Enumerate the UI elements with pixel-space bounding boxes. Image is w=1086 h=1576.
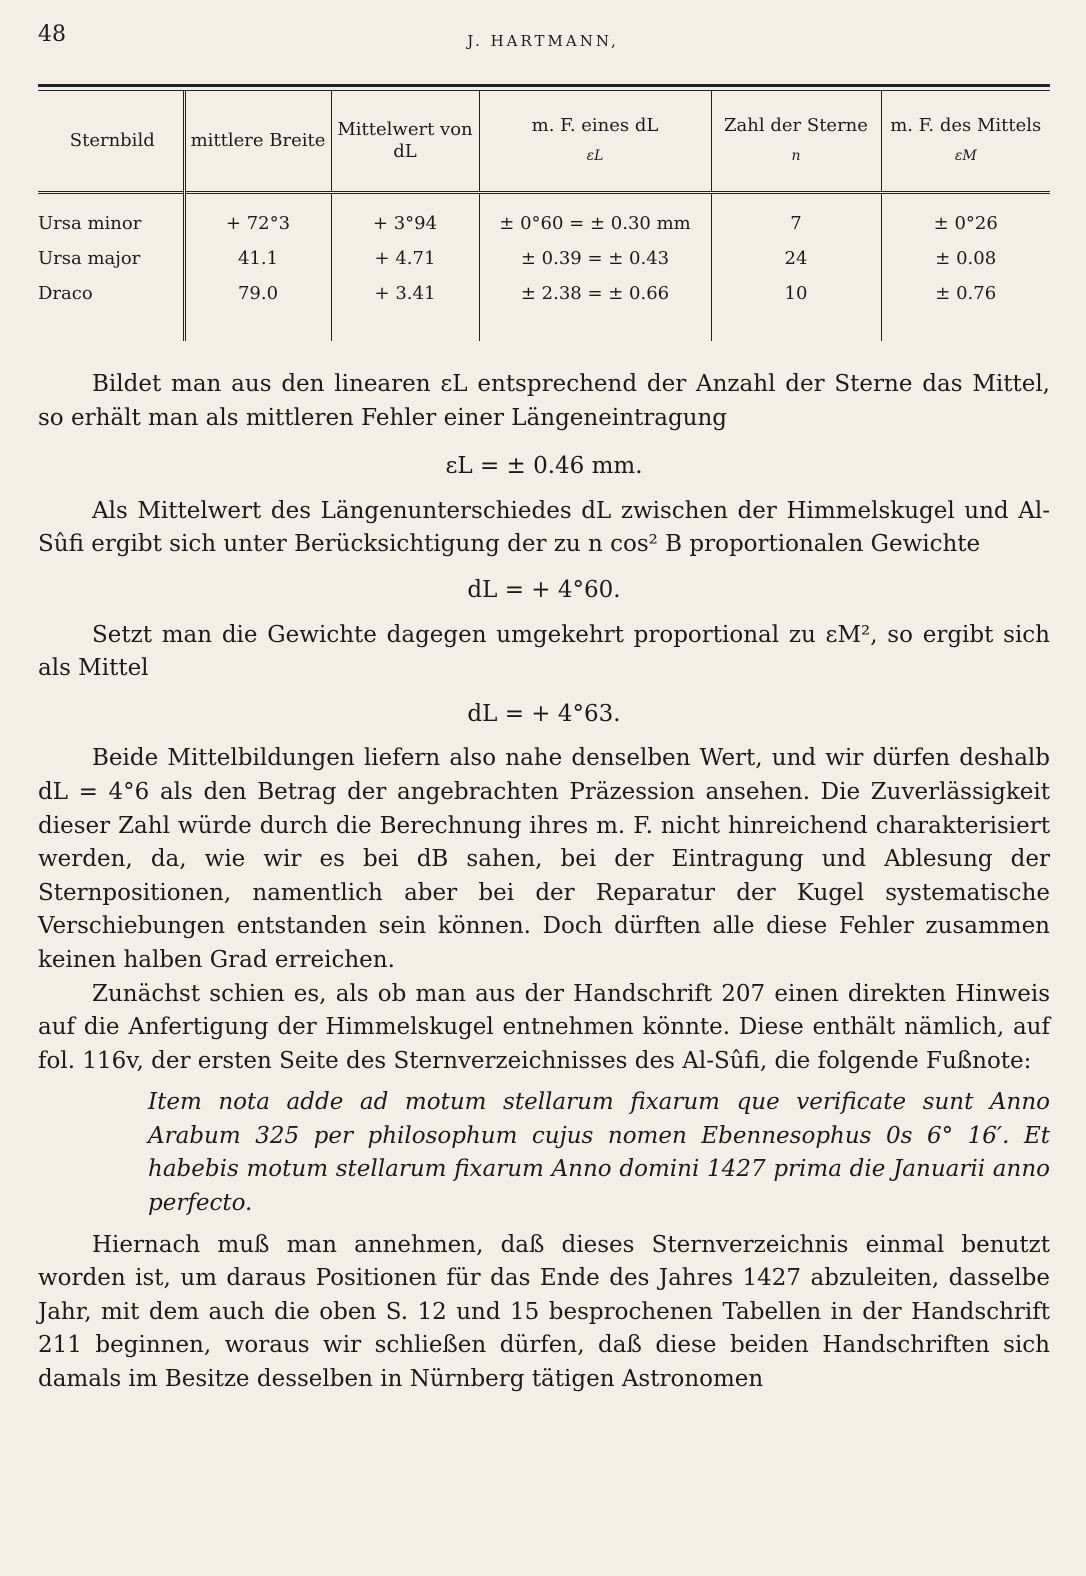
latin-quote: Item nota adde ad motum stellarum fixarum que verificate sunt Anno Arabum 325 per philosophum cujus nomen Ebennesophus 0s 6° 16′. Et habebis motum stellarum fixarum Anno domini 1427 prima die Januarii anno perfecto. [148,1089,1050,1217]
table-cell: + 4.71 [331,241,479,276]
table-cell: + 72°3 [184,194,331,241]
col-header-sternbild: Sternbild [69,130,155,151]
table-cell: Ursa major [38,248,141,269]
data-table [38,84,1050,341]
table-cell: ± 0.39 = ± 0.43 [479,241,711,276]
formula: dL = + 4°63. [467,700,621,727]
table-rule-top [38,84,1050,87]
table-cell: 10 [711,276,881,341]
table-header-row [38,91,1050,193]
paragraph: Hiernach muß man annehmen, daß dieses Sternverzeichnis einmal benutzt worden ist, um daraus Positionen für das Ende des Jahres 1427 abzuleiten, dasselbe Jahr, mit dem auch die oben S. 12 und 15 besprochenen Tabellen in der Handschrift 211 beginnen, woraus wir schließen dürfen, daß diese beiden Handschriften sich damals im Besitze desselben in Nürnberg tätigen Astronomen [38,1231,1050,1393]
page-number: 48 [38,22,66,47]
table-cell: ± 0°60 = ± 0.30 mm [479,194,711,241]
col-header-mittelwert: Mittelwert von dL [331,91,479,193]
col-header-zahl: Zahl der Sterne n [711,91,881,193]
table-cell: 7 [711,194,881,241]
paragraph: Setzt man die Gewichte dagegen umgekehrt proportional zu εM², so ergibt sich als Mittel [38,621,1050,682]
table-cell: 79.0 [184,276,331,341]
table-cell: Draco [38,283,93,304]
table-cell: ± 0.08 [881,241,1050,276]
table-row [38,276,1050,341]
table-cell: + 3°94 [331,194,479,241]
table-cell: ± 0.76 [881,276,1050,341]
table-cell: ± 2.38 = ± 0.66 [479,276,711,341]
formula: εL = ± 0.46 mm. [445,453,643,480]
col-header-breite: mittlere Breite [184,91,331,193]
running-head: J. HARTMANN, [467,32,619,50]
table-cell: Ursa minor [38,213,142,234]
table-cell: ± 0°26 [881,194,1050,241]
paragraph: Bildet man aus den linearen εL entsprechend der Anzahl der Sterne das Mittel, so erhält man als mittleren Fehler einer Längeneintragung [38,371,1050,431]
paragraph: Als Mittelwert des Längenunterschiedes dL zwischen der Himmelskugel und Al-Sûfi ergibt sich unter Berücksichtigung der zu n cos² B proportionalen Gewichte [38,497,1050,558]
col-header-mf-mittels: m. F. des Mittels εM [881,91,1050,193]
paragraph: Zunächst schien es, als ob man aus der Handschrift 207 einen direkten Hinweis auf die Anfertigung der Himmelskugel entnehmen könnte. Diese enthält nämlich, auf fol. 116v, der ersten Seite des Sternverzeichnisses des Al-Sûfi, die folgende Fußnote: [38,980,1050,1074]
body-text [38,368,1050,1397]
table-cell: 41.1 [184,241,331,276]
table-cell: 24 [711,241,881,276]
table-row [38,241,1050,276]
paragraph: Beide Mittelbildungen liefern also nahe denselben Wert, und wir dürfen deshalb dL = 4°6 als den Betrag der angebrachten Präzession ansehen. Die Zuverlässigkeit dieser Zahl würde durch die Berechnung ihres m. F. nicht hinreichend charakterisiert werden, da, wie wir es bei dB sahen, bei der Eintragung und Ablesung der Sternpositionen, namentlich aber bei der Reparatur der Kugel systematische Verschiebungen entstanden sein können. Doch dürften alle diese Fehler zusammen keinen halben Grad erreichen. [38,745,1050,973]
col-header-mf-eines: m. F. eines dL εL [479,91,711,193]
formula: dL = + 4°60. [467,576,621,603]
table-cell: + 3.41 [331,276,479,341]
table-row [38,194,1050,241]
